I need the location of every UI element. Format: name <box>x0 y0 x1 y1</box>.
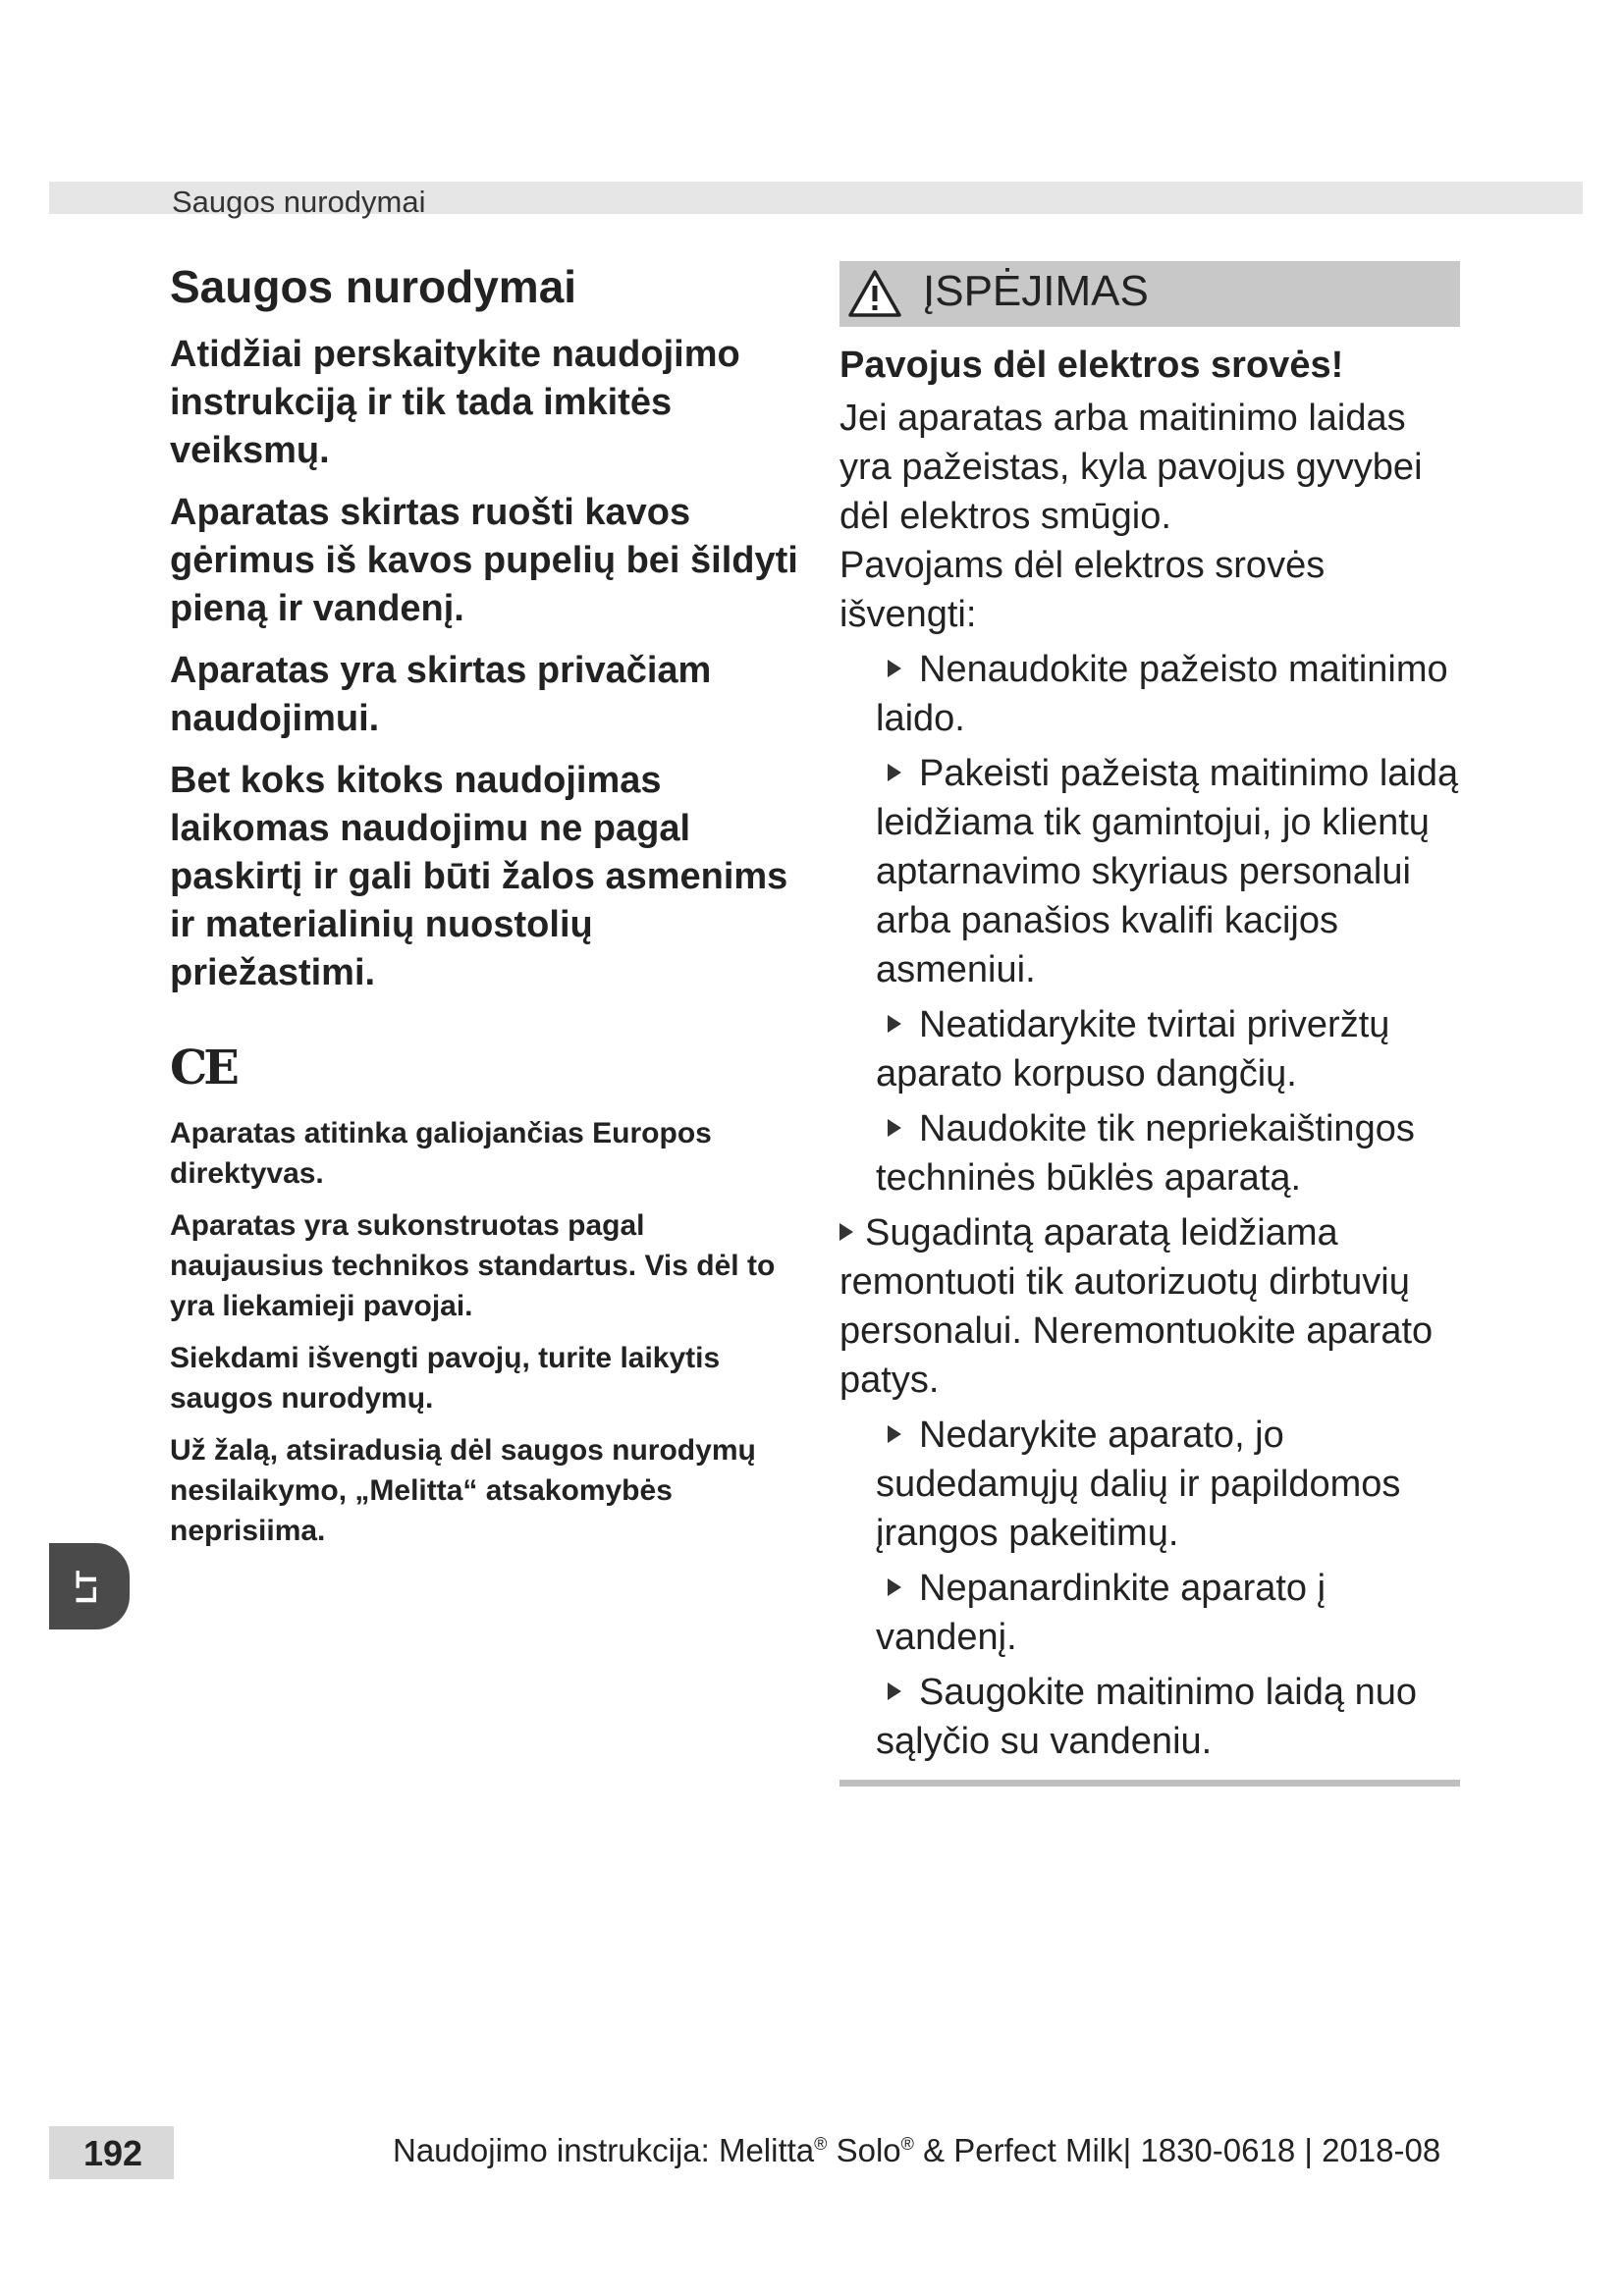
intro-paragraph-2: Aparatas skirtas ruošti kavos gėrimus iš kavos pupelių bei šildyti pieną ir vandenį. <box>170 492 798 629</box>
section-header: Saugos nurodymai <box>172 185 426 219</box>
intro-paragraph-3: Aparatas yra skirtas privačiam naudojimui. <box>170 650 712 739</box>
note-2: Aparatas yra sukonstruotas pagal naujausius technikos standartus. Vis dėl to yra liekamieji pavojai. <box>170 1209 776 1322</box>
note-3: Siekdami išvengti pavojų, turite laikytis saugos nurodymų. <box>170 1342 721 1415</box>
bullet-arrow-icon <box>888 660 901 677</box>
list-item: Nenaudokite pažeisto maitinimo laido. <box>876 649 1448 739</box>
bullet-arrow-icon <box>888 1682 901 1700</box>
note-4: Už žalą, atsiradusią dėl saugos nurodymų nesilaikymo, „Melitta“ atsakomybės neprisiima. <box>170 1434 756 1547</box>
bullet-arrow-icon <box>888 1119 901 1137</box>
page-title: Saugos nurodymai <box>170 261 577 312</box>
bullet-arrow-icon <box>888 1578 901 1596</box>
ce-mark-icon: CE <box>170 1041 236 1095</box>
note-1: Aparatas atitinka galiojančias Europos direktyvas. <box>170 1117 712 1190</box>
list-item: Sugadintą aparatą leidžiama remontuoti tik autorizuotų dirbtuvių personalui. Neremontuokite aparato patys. <box>839 1212 1434 1401</box>
warning-header <box>839 261 1460 327</box>
warning-heading: Pavojus dėl elektros srovės! <box>839 345 1344 386</box>
warning-triangle-icon <box>847 269 902 318</box>
list-item: Nepanardinkite aparato į vandenį. <box>876 1568 1326 1658</box>
warning-label: ĮSPĖJIMAS <box>923 267 1149 315</box>
language-tab <box>49 1543 130 1629</box>
warning-intro: Jei aparatas arba maitinimo laidas yra pažeistas, kyla pavojus gyvybei dėl elektros smūgio. <box>839 398 1423 537</box>
header-bar <box>49 182 1583 219</box>
list-item: Saugokite maitinimo laidą nuo sąlyčio su vandeniu. <box>876 1672 1417 1762</box>
page-number: 192 <box>83 2133 143 2173</box>
list-item: Naudokite tik nepriekaištingos techninės būklės aparatą. <box>876 1108 1415 1199</box>
list-item: Neatidarykite tvirtai priveržtų aparato korpuso dangčių. <box>876 1004 1390 1095</box>
footer-document-info: Naudojimo instrukcija: Melitta® Solo® & Perfect Milk| 1830-0618 | 2018-08 <box>393 2132 1441 2168</box>
left-column <box>170 260 798 1563</box>
list-item: Nedarykite aparato, jo sudedamųjų dalių ir papildomos įrangos pakeitimų. <box>876 1415 1401 1554</box>
page-number-box <box>49 2126 174 2179</box>
list-item: Pakeisti pažeistą maitinimo laidą leidžiama tik gamintojui, jo klientų aptarnavimo skyriaus personalui arba panašios kvalifi kacijos asmeniui. <box>876 753 1459 990</box>
intro-paragraph-1: Atidžiai perskaitykite naudojimo instrukciją ir tik tada imkitės veiksmų. <box>170 334 740 471</box>
bullet-arrow-icon <box>888 1425 901 1443</box>
intro-paragraph-4: Bet koks kitoks naudojimas laikomas naudojimu ne pagal paskirtį ir gali būti žalos asmenims ir materialinių nuostolių priežastimi. <box>170 760 788 993</box>
warning-bottom-rule <box>839 1780 1460 1787</box>
warning-box <box>839 261 1460 1787</box>
bullet-arrow-icon <box>888 764 901 781</box>
bullet-arrow-icon <box>888 1015 901 1033</box>
language-code: LT <box>71 1570 104 1605</box>
warning-avoid: Pavojams dėl elektros srovės išvengti: <box>839 545 1326 635</box>
bullet-arrow-icon <box>839 1223 853 1241</box>
